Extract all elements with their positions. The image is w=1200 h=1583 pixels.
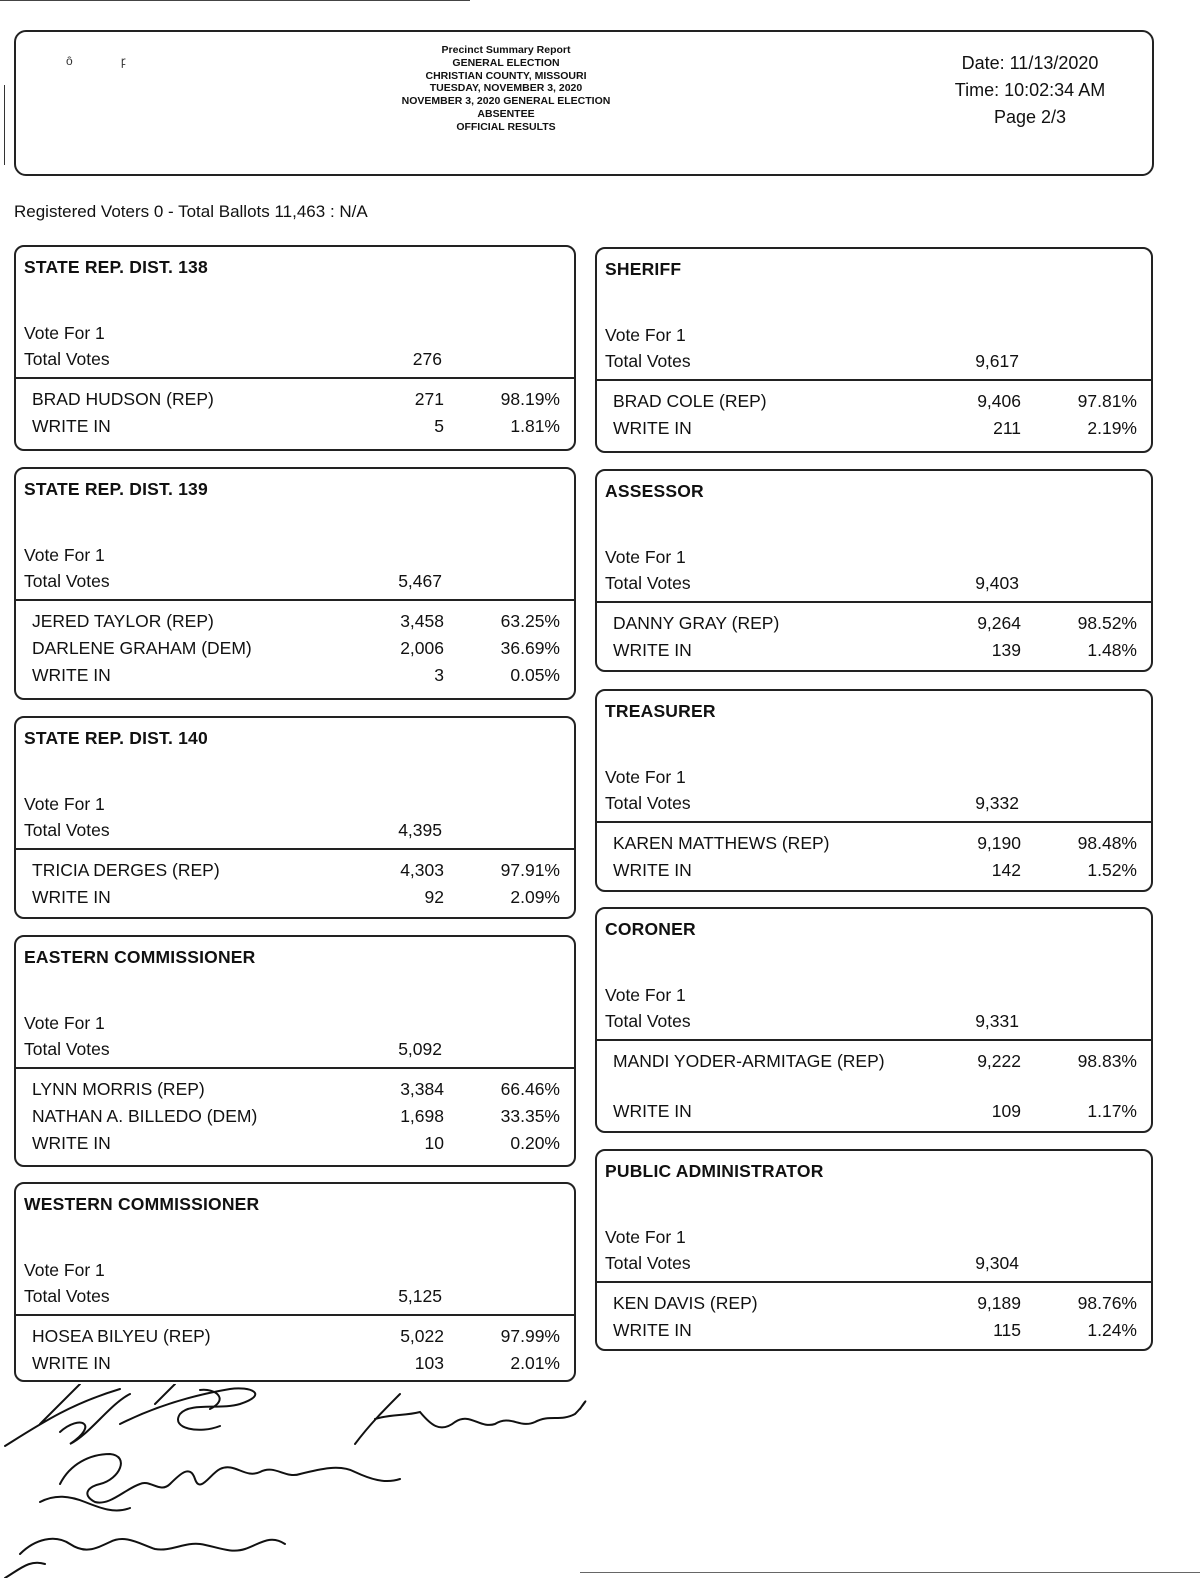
vote-for-label: Vote For 1 xyxy=(605,985,686,1005)
total-votes-value: 9,331 xyxy=(975,1011,1019,1031)
candidate-votes: 2,006 xyxy=(400,638,444,658)
candidate-votes: 109 xyxy=(991,1101,1021,1121)
contest-title: ASSESSOR xyxy=(605,481,704,501)
candidate-percent: 63.25% xyxy=(500,611,560,631)
candidate-votes: 103 xyxy=(414,1353,444,1373)
contest-title: STATE REP. DIST. 139 xyxy=(24,479,208,499)
candidate-name: WRITE IN xyxy=(32,1353,111,1373)
total-votes-value: 276 xyxy=(412,349,442,369)
candidate-votes: 1,698 xyxy=(400,1106,444,1126)
candidate-row xyxy=(613,640,1137,667)
total-votes-value: 9,403 xyxy=(975,573,1019,593)
candidate-votes: 9,264 xyxy=(977,613,1021,633)
candidate-votes: 9,406 xyxy=(977,391,1021,411)
candidate-row xyxy=(32,1133,560,1160)
contest-title: WESTERN COMMISSIONER xyxy=(24,1194,260,1214)
candidate-name: MANDI YODER-ARMITAGE (REP) xyxy=(613,1051,885,1071)
candidate-votes: 10 xyxy=(424,1133,444,1153)
total-votes-value: 5,125 xyxy=(398,1286,442,1306)
candidate-percent: 1.24% xyxy=(1087,1320,1137,1340)
vote-for-label: Vote For 1 xyxy=(605,325,686,345)
vote-for-label: Vote For 1 xyxy=(605,767,686,787)
vote-for-label: Vote For 1 xyxy=(24,545,105,565)
report-time: Time: 10:02:34 AM xyxy=(954,80,1106,100)
candidate-row xyxy=(613,860,1137,887)
candidate-votes: 5,022 xyxy=(400,1326,444,1346)
contest-divider xyxy=(597,379,1151,381)
contest-box xyxy=(14,935,576,1167)
vote-for-label: Vote For 1 xyxy=(24,794,105,814)
header-meta xyxy=(920,50,1140,131)
candidate-name: LYNN MORRIS (REP) xyxy=(32,1079,205,1099)
candidate-name: WRITE IN xyxy=(32,665,111,685)
contest-box xyxy=(595,469,1153,672)
total-votes-label: Total Votes xyxy=(605,793,691,813)
total-votes-value: 5,092 xyxy=(398,1039,442,1059)
candidate-name: HOSEA BILYEU (REP) xyxy=(32,1326,211,1346)
candidate-row xyxy=(32,1106,560,1133)
candidate-row xyxy=(32,1079,560,1106)
candidate-votes: 115 xyxy=(993,1320,1021,1340)
contest-divider xyxy=(16,848,574,850)
contest-title: STATE REP. DIST. 138 xyxy=(24,257,208,277)
contest-box xyxy=(14,1182,576,1382)
candidate-votes: 9,189 xyxy=(977,1293,1021,1313)
candidate-votes: 3,384 xyxy=(400,1079,444,1099)
candidate-name: TRICIA DERGES (REP) xyxy=(32,860,220,880)
bottom-edge-line xyxy=(580,1572,1200,1573)
candidate-percent: 97.91% xyxy=(500,860,560,880)
contest-divider xyxy=(16,1314,574,1316)
vote-for-label: Vote For 1 xyxy=(605,547,686,567)
candidate-row xyxy=(613,418,1137,445)
contest-box xyxy=(14,716,576,919)
candidate-name: BRAD HUDSON (REP) xyxy=(32,389,214,409)
candidate-name: WRITE IN xyxy=(32,887,111,907)
scan-margin-mark xyxy=(4,85,7,165)
contest-title: STATE REP. DIST. 140 xyxy=(24,728,208,748)
candidate-name: WRITE IN xyxy=(613,1320,692,1340)
candidate-name: JERED TAYLOR (REP) xyxy=(32,611,214,631)
candidate-percent: 0.05% xyxy=(510,665,560,685)
candidate-votes: 92 xyxy=(424,887,444,907)
contest-divider xyxy=(16,599,574,601)
report-date: Date: 11/13/2020 xyxy=(961,53,1099,73)
county-label: CHRISTIAN COUNTY, MISSOURI xyxy=(425,69,587,82)
candidate-percent: 98.48% xyxy=(1077,833,1137,853)
contest-box xyxy=(595,689,1153,892)
candidate-row xyxy=(32,389,560,416)
contest-title: CORONER xyxy=(605,919,696,939)
candidate-votes: 9,190 xyxy=(977,833,1021,853)
vote-for-label: Vote For 1 xyxy=(605,1227,686,1247)
candidate-row xyxy=(613,613,1137,640)
candidate-name: KEN DAVIS (REP) xyxy=(613,1293,758,1313)
candidate-name: WRITE IN xyxy=(613,1101,692,1121)
contest-divider xyxy=(16,377,574,379)
candidate-row xyxy=(613,1101,1137,1128)
report-title: Precinct Summary Report xyxy=(441,44,571,56)
candidate-votes: 271 xyxy=(414,389,444,409)
contest-divider xyxy=(16,1067,574,1069)
candidate-votes: 5 xyxy=(434,416,444,436)
header-marks: ô ꝼ xyxy=(66,54,126,68)
candidate-votes: 3,458 xyxy=(400,611,444,631)
candidate-row xyxy=(32,665,560,692)
candidate-row xyxy=(32,611,560,638)
candidate-row xyxy=(32,860,560,887)
ballot-type: ABSENTEE xyxy=(477,107,535,120)
total-votes-label: Total Votes xyxy=(605,351,691,371)
candidate-percent: 97.99% xyxy=(500,1326,560,1346)
header-titles xyxy=(316,44,696,134)
contest-box xyxy=(595,907,1153,1133)
candidate-percent: 1.17% xyxy=(1087,1101,1137,1121)
contest-divider xyxy=(597,821,1151,823)
candidate-row xyxy=(613,1051,1137,1078)
election-day: TUESDAY, NOVEMBER 3, 2020 xyxy=(429,82,583,95)
election-label: GENERAL ELECTION xyxy=(452,56,560,69)
candidate-percent: 0.20% xyxy=(510,1133,560,1153)
candidate-name: WRITE IN xyxy=(32,416,111,436)
candidate-percent: 1.81% xyxy=(510,416,560,436)
total-votes-value: 4,395 xyxy=(398,820,442,840)
page-number: Page 2/3 xyxy=(993,107,1067,127)
candidate-votes: 3 xyxy=(434,665,444,685)
candidate-row xyxy=(32,416,560,443)
candidate-percent: 33.35% xyxy=(500,1106,560,1126)
candidate-percent: 66.46% xyxy=(500,1079,560,1099)
candidate-percent: 98.19% xyxy=(500,389,560,409)
candidate-votes: 139 xyxy=(991,640,1021,660)
candidate-name: NATHAN A. BILLEDO (DEM) xyxy=(32,1106,258,1126)
candidate-percent: 2.19% xyxy=(1087,418,1137,438)
candidate-percent: 98.52% xyxy=(1077,613,1137,633)
contest-box xyxy=(595,247,1153,453)
candidate-row xyxy=(613,391,1137,418)
candidate-row xyxy=(32,1353,560,1380)
candidate-row xyxy=(613,833,1137,860)
registered-voters-summary: Registered Voters 0 - Total Ballots 11,463 : N/A xyxy=(14,202,368,221)
total-votes-label: Total Votes xyxy=(605,573,691,593)
contest-title: PUBLIC ADMINISTRATOR xyxy=(605,1161,824,1181)
vote-for-label: Vote For 1 xyxy=(24,1260,105,1280)
candidate-percent: 2.01% xyxy=(510,1353,560,1373)
candidate-name: DARLENE GRAHAM (DEM) xyxy=(32,638,252,658)
contest-title: TREASURER xyxy=(605,701,716,721)
contest-box xyxy=(14,467,576,700)
contest-box xyxy=(14,245,576,451)
total-votes-label: Total Votes xyxy=(24,820,110,840)
candidate-name: WRITE IN xyxy=(613,418,692,438)
vote-for-label: Vote For 1 xyxy=(24,323,105,343)
candidate-name: BRAD COLE (REP) xyxy=(613,391,767,411)
candidate-row xyxy=(32,638,560,665)
contest-divider xyxy=(597,601,1151,603)
candidate-row xyxy=(613,1293,1137,1320)
candidate-votes: 142 xyxy=(991,860,1021,880)
results-status: OFFICIAL RESULTS xyxy=(456,120,556,133)
candidate-row xyxy=(32,1326,560,1353)
total-votes-label: Total Votes xyxy=(24,571,110,591)
candidate-name: KAREN MATTHEWS (REP) xyxy=(613,833,830,853)
report-header xyxy=(14,30,1154,176)
total-votes-value: 9,617 xyxy=(975,351,1019,371)
total-votes-value: 9,332 xyxy=(975,793,1019,813)
top-edge-line xyxy=(0,0,470,4)
total-votes-label: Total Votes xyxy=(24,1286,110,1306)
total-votes-label: Total Votes xyxy=(605,1253,691,1273)
candidate-name: DANNY GRAY (REP) xyxy=(613,613,780,633)
signatures xyxy=(0,1384,620,1578)
candidate-votes: 211 xyxy=(993,418,1021,438)
candidate-percent: 1.52% xyxy=(1087,860,1137,880)
total-votes-label: Total Votes xyxy=(24,349,110,369)
total-votes-label: Total Votes xyxy=(24,1039,110,1059)
total-votes-value: 9,304 xyxy=(975,1253,1019,1273)
candidate-name: WRITE IN xyxy=(613,860,692,880)
candidate-votes: 9,222 xyxy=(977,1051,1021,1071)
contest-title: SHERIFF xyxy=(605,259,682,279)
candidate-percent: 98.76% xyxy=(1077,1293,1137,1313)
candidate-percent: 36.69% xyxy=(500,638,560,658)
total-votes-value: 5,467 xyxy=(398,571,442,591)
contest-box xyxy=(595,1149,1153,1351)
candidate-percent: 97.81% xyxy=(1077,391,1137,411)
vote-for-label: Vote For 1 xyxy=(24,1013,105,1033)
election-name: NOVEMBER 3, 2020 GENERAL ELECTION xyxy=(401,95,611,108)
contest-divider xyxy=(597,1039,1151,1041)
total-votes-label: Total Votes xyxy=(605,1011,691,1031)
contest-title: EASTERN COMMISSIONER xyxy=(24,947,256,967)
candidate-percent: 98.83% xyxy=(1077,1051,1137,1071)
candidate-row xyxy=(613,1320,1137,1347)
candidate-name: WRITE IN xyxy=(613,640,692,660)
candidate-percent: 1.48% xyxy=(1087,640,1137,660)
contest-divider xyxy=(597,1281,1151,1283)
candidate-row xyxy=(32,887,560,914)
candidate-votes: 4,303 xyxy=(400,860,444,880)
candidate-name: WRITE IN xyxy=(32,1133,111,1153)
candidate-percent: 2.09% xyxy=(510,887,560,907)
handwritten-signatures xyxy=(0,1384,620,1578)
